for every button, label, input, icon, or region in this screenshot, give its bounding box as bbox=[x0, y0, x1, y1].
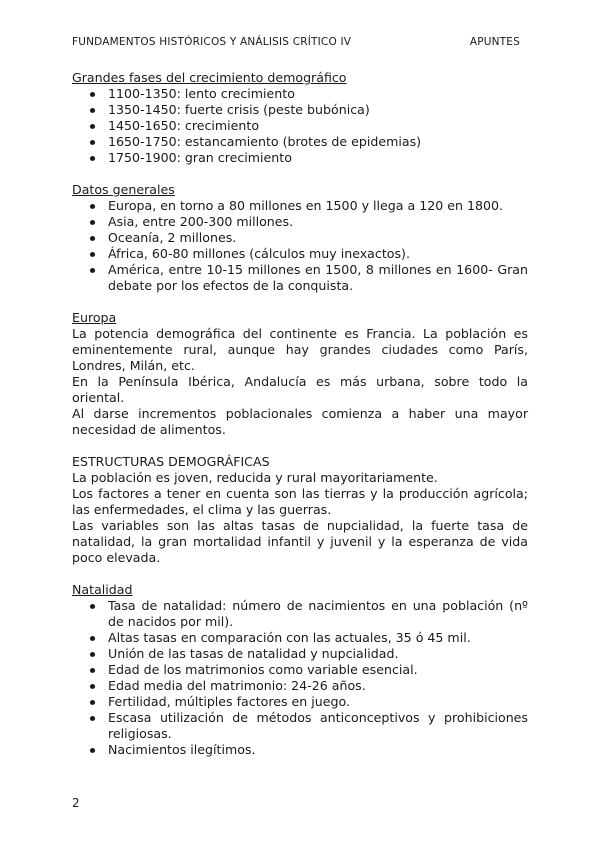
list-item: Oceanía, 2 millones. bbox=[108, 230, 528, 246]
section-title-estructuras: ESTRUCTURAS DEMOGRÁFICAS bbox=[72, 454, 270, 469]
paragraph: En la Península Ibérica, Andalucía es más urbana, sobre todo la oriental. bbox=[72, 374, 528, 405]
list-item: Edad media del matrimonio: 24-26 años. bbox=[108, 678, 528, 694]
list-item: 1750-1900: gran crecimiento bbox=[108, 150, 528, 166]
list-item: Unión de las tasas de natalidad y nupcialidad. bbox=[108, 646, 528, 662]
section-europa bbox=[72, 310, 528, 438]
list-item: 1450-1650: crecimiento bbox=[108, 118, 528, 134]
section-title-natalidad: Natalidad bbox=[72, 582, 133, 597]
section-estructuras bbox=[72, 454, 528, 566]
list-item: Tasa de natalidad: número de nacimientos en una población (nº de nacidos por mil). bbox=[108, 598, 528, 629]
section-natalidad bbox=[72, 582, 528, 758]
document-body bbox=[72, 70, 528, 774]
section-title-datos: Datos generales bbox=[72, 182, 175, 197]
section-title-fases: Grandes fases del crecimiento demográfico bbox=[72, 70, 347, 85]
list-datos bbox=[72, 198, 528, 294]
header-label: APUNTES bbox=[469, 36, 520, 48]
section-title-europa: Europa bbox=[72, 310, 117, 325]
page-number: 2 bbox=[72, 796, 80, 810]
list-natalidad bbox=[72, 598, 528, 758]
list-item: Fertilidad, múltiples factores en juego. bbox=[108, 694, 528, 710]
paragraph: La población es joven, reducida y rural mayoritariamente. bbox=[72, 470, 438, 485]
list-item: Escasa utilización de métodos anticonceptivos y prohibiciones religiosas. bbox=[108, 710, 528, 741]
list-item: 1650-1750: estancamiento (brotes de epidemias) bbox=[108, 134, 528, 150]
list-item: Altas tasas en comparación con las actuales, 35 ó 45 mil. bbox=[108, 630, 528, 646]
paragraph: La potencia demográfica del continente es Francia. La población es eminentemente rural, aunque hay grandes ciudades como París, Londres, Milán, etc. bbox=[72, 326, 528, 373]
course-title: FUNDAMENTOS HISTÓRICOS Y ANÁLISIS CRÍTICO IV bbox=[72, 36, 352, 48]
list-item: Nacimientos ilegítimos. bbox=[108, 742, 528, 758]
section-fases bbox=[72, 70, 528, 166]
list-item: Europa, en torno a 80 millones en 1500 y llega a 120 en 1800. bbox=[108, 198, 528, 214]
list-fases bbox=[72, 86, 528, 166]
paragraph: Las variables son las altas tasas de nupcialidad, la fuerte tasa de natalidad, la gran mortalidad infantil y juvenil y la esperanza de vida poco elevada. bbox=[72, 518, 528, 565]
list-item: Edad de los matrimonios como variable esencial. bbox=[108, 662, 528, 678]
list-item: Asia, entre 200-300 millones. bbox=[108, 214, 528, 230]
list-item: América, entre 10-15 millones en 1500, 8 millones en 1600- Gran debate por los efectos de la conquista. bbox=[108, 262, 528, 293]
list-item: África, 60-80 millones (cálculos muy inexactos). bbox=[108, 246, 528, 262]
paragraph: Al darse incrementos poblacionales comienza a haber una mayor necesidad de alimentos. bbox=[72, 406, 528, 437]
section-datos bbox=[72, 182, 528, 294]
list-item: 1350-1450: fuerte crisis (peste bubónica) bbox=[108, 102, 528, 118]
paragraph: Los factores a tener en cuenta son las tierras y la producción agrícola; las enfermedades, el clima y las guerras. bbox=[72, 486, 528, 517]
list-item: 1100-1350: lento crecimiento bbox=[108, 86, 528, 102]
